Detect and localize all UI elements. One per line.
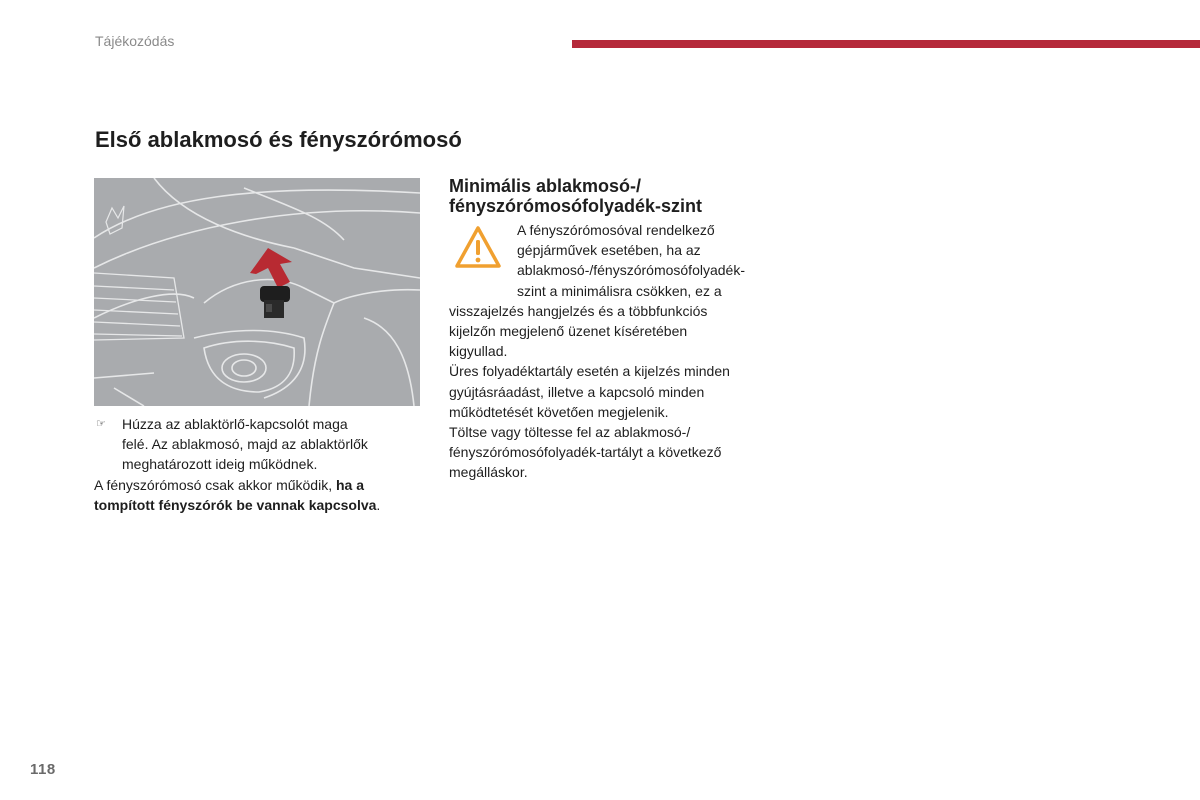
text-line: kijelzőn megjelenő üzenet kíséretében [449,323,688,340]
headlight-washer-note [94,475,424,515]
fluid-level-section [449,176,779,483]
text-line: Üres folyadéktartály esetén a kijelzés minden [449,363,730,380]
note-text: . [376,496,381,513]
warning-triangle-icon [454,225,502,269]
text-line: visszajelzés hangjelzés és a többfunkciós [449,302,708,319]
warning-line: gépjárművek esetében, ha az [517,242,701,259]
fluid-level-heading [449,176,779,216]
text-line: megálláskor. [449,464,528,481]
heading-line: fényszórómosófolyadék-szint [449,196,703,216]
text-line: gyújtásráadást, illetve a kapcsoló minden [449,383,705,400]
warning-block [449,220,779,483]
bullet-line: felé. Az ablakmosó, majd az ablaktörlők [122,436,368,453]
section-label: Tájékozódás [95,33,175,49]
page-number: 118 [30,761,56,778]
text-line: Töltse vagy töltesse fel az ablakmosó-/ [449,424,691,441]
text-line: fényszórómosófolyadék-tartályt a következő [449,444,722,461]
instruction-bullet [94,414,424,475]
note-bold-text: ha a [336,476,365,493]
heading-line: Minimális ablakmosó-/ [449,176,642,196]
note-text: A fényszórómosó csak akkor működik, [94,476,336,493]
text-line: működtetését követően megjelenik. [449,403,669,420]
empty-tank-paragraph [449,361,779,422]
warning-continuation [449,301,779,362]
text-line: kigyullad. [449,343,508,360]
warning-line: A fényszórómosóval rendelkező [517,222,715,238]
page-title: Első ablakmosó és fényszórómosó [95,127,462,152]
note-bold-text: tompított fényszórók be vannak kapcsolva [94,496,377,513]
refill-paragraph [449,422,779,483]
pointing-hand-icon: ☞ [96,418,106,430]
warning-line: ablakmosó-/fényszórómosófolyadék- [517,262,745,279]
left-instructions [94,414,424,515]
bullet-line: Húzza az ablaktörlő-kapcsolót maga [122,416,348,432]
car-front-washer-control-illustration [94,178,420,406]
warning-line: szint a minimálisra csökken, ez a [517,282,722,299]
header-accent-bar [572,40,1200,48]
bullet-line: meghatározott ideig működnek. [122,456,318,473]
